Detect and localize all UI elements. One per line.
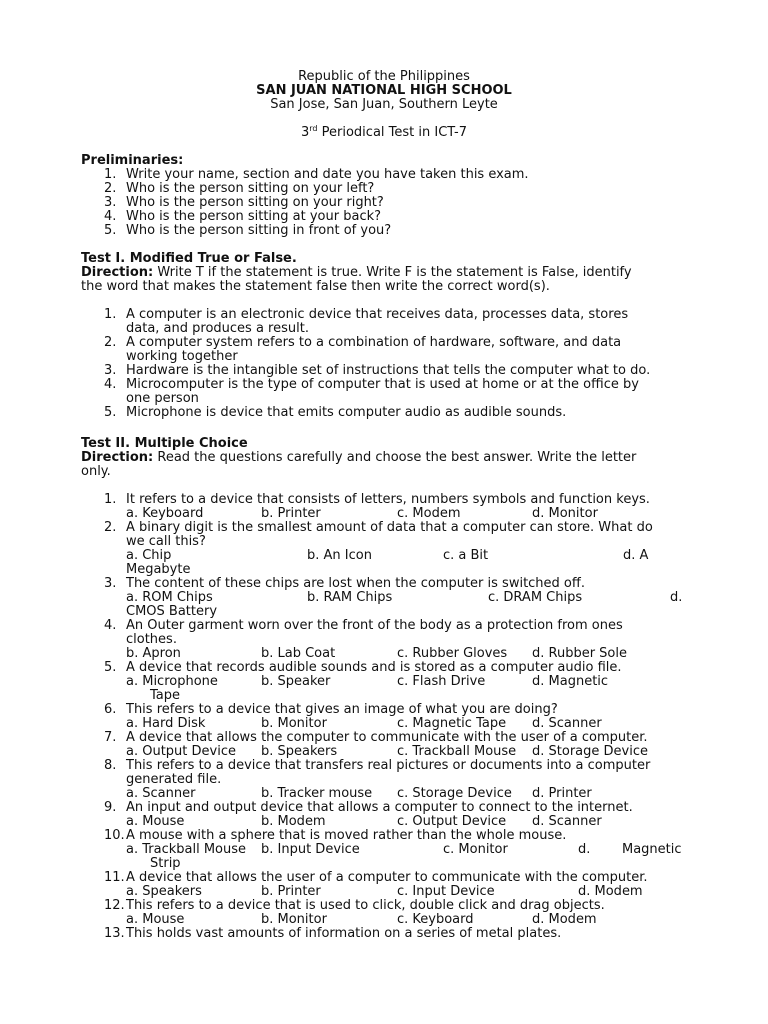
test1-title: Test I. Modified True or False. [81,251,297,266]
choice-continuation: Megabyte [126,562,191,577]
question-number: 9. [104,800,117,815]
choice-option: d. [670,590,683,605]
question-text: we call this? [126,534,206,549]
choice-option: d. [578,842,591,857]
test2-title: Test II. Multiple Choice [81,436,248,451]
choice-option: a. Mouse [126,912,185,927]
test2-direction: Direction: Read the questions carefully and choose the best answer. Write the letter [81,450,637,465]
choice-option: c. Rubber Gloves [397,646,508,661]
question-text: generated file. [126,772,222,787]
choice-option: a. Chip [126,548,172,563]
choice-option: a. Microphone [126,674,218,689]
preliminaries-item: Who is the person sitting at your back? [126,209,382,224]
choice-option: b. Monitor [261,716,327,731]
question-text: This refers to a device that is used to click, double click and drag objects. [126,898,605,913]
test1-item: Microphone is device that emits computer audio as audible sounds. [126,405,567,420]
test1-item: Microcomputer is the type of computer that is used at home or at the office by [126,377,639,392]
choice-option: d. Printer [532,786,592,801]
preliminaries-item: Who is the person sitting on your left? [126,181,375,196]
test1-item: working together [126,349,238,364]
test1-direction-cont: the word that makes the statement false then write the correct word(s). [81,279,550,294]
choice-option: d. Monitor [532,506,598,521]
question-number: 10. [104,828,125,843]
preliminaries-item-number: 4. [104,209,117,224]
preliminaries-item-number: 3. [104,195,117,210]
choice-option: d. Scanner [532,814,602,829]
direction-label: Direction: [81,450,154,465]
question-number: 12. [104,898,125,913]
header-school-name: SAN JUAN NATIONAL HIGH SCHOOL [256,83,512,98]
choice-option: c. Flash Drive [397,674,486,689]
choice-option: b. Apron [126,646,181,661]
question-text: This holds vast amounts of information on a series of metal plates. [126,926,562,941]
question-number: 13. [104,926,125,941]
test1-item: A computer is an electronic device that receives data, processes data, stores [126,307,629,322]
choice-option: c. Input Device [397,884,495,899]
question-text: A mouse with a sphere that is moved rather than the whole mouse. [126,828,567,843]
question-number: 4. [104,618,117,633]
question-text: A device that records audible sounds and is stored as a computer audio file. [126,660,622,675]
choice-option: a. Trackball Mouse [126,842,247,857]
question-number: 2. [104,520,117,535]
choice-option: b. RAM Chips [307,590,393,605]
choice-option: b. Speaker [261,674,331,689]
choice-continuation: CMOS Battery [126,604,218,619]
choice-option: b. Tracker mouse [261,786,373,801]
choice-option: b. An Icon [307,548,372,563]
choice-option: d. Magnetic [532,674,609,689]
test-title: 3rd Periodical Test in ICT-7 [301,124,467,140]
choice-option: Magnetic [622,842,682,857]
choice-continuation: Tape [150,688,181,703]
test1-direction: Direction: Write T if the statement is true. Write F is the statement is False, identify [81,265,632,280]
question-text: A device that allows the computer to communicate with the user of a computer. [126,730,648,745]
test1-item: A computer system refers to a combination of hardware, software, and data [126,335,622,350]
preliminaries-item: Write your name, section and date you have taken this exam. [126,167,529,182]
test1-item-number: 3. [104,363,117,378]
question-text: This refers to a device that gives an image of what you are doing? [126,702,558,717]
test2-direction-cont: only. [81,464,111,479]
question-text: An Outer garment worn over the front of the body as a protection from ones [126,618,623,633]
choice-option: d. A [623,548,649,563]
choice-option: a. Hard Disk [126,716,206,731]
test-title-ordinal-suffix: rd [309,124,318,133]
choice-option: a. Mouse [126,814,185,829]
question-number: 7. [104,730,117,745]
choice-option: b. Printer [261,884,321,899]
question-text: An input and output device that allows a computer to connect to the internet. [126,800,633,815]
choice-option: d. Rubber Sole [532,646,627,661]
choice-option: b. Monitor [261,912,327,927]
choice-option: d. Storage Device [532,744,648,759]
choice-option: a. Scanner [126,786,196,801]
choice-option: a. Speakers [126,884,202,899]
choice-option: c. Monitor [443,842,508,857]
test1-item: data, and produces a result. [126,321,309,336]
question-number: 5. [104,660,117,675]
preliminaries-item-number: 5. [104,223,117,238]
test1-item: one person [126,391,199,406]
preliminaries-item-number: 2. [104,181,117,196]
question-text: A binary digit is the smallest amount of data that a computer can store. What do [126,520,653,535]
preliminaries-item: Who is the person sitting on your right? [126,195,384,210]
choice-option: c. Output Device [397,814,507,829]
choice-option: b. Modem [261,814,326,829]
choice-option: a. ROM Chips [126,590,213,605]
test1-item-number: 2. [104,335,117,350]
choice-option: b. Speakers [261,744,338,759]
choice-option: b. Input Device [261,842,360,857]
question-number: 11. [104,870,125,885]
choice-option: c. Storage Device [397,786,512,801]
question-text: clothes. [126,632,177,647]
choice-option: d. Scanner [532,716,602,731]
question-text: It refers to a device that consists of letters, numbers symbols and function keys. [126,492,650,507]
question-number: 3. [104,576,117,591]
preliminaries-item-number: 1. [104,167,117,182]
choice-option: d. Modem [532,912,597,927]
choice-option: b. Printer [261,506,321,521]
choice-option: c. a Bit [443,548,489,563]
question-text: This refers to a device that transfers real pictures or documents into a computer [126,758,651,773]
test1-item-number: 5. [104,405,117,420]
header-address: San Jose, San Juan, Southern Leyte [270,97,498,112]
choice-option: a. Keyboard [126,506,204,521]
choice-option: a. Output Device [126,744,236,759]
test1-item: Hardware is the intangible set of instructions that tells the computer what to do. [126,363,651,378]
question-text: The content of these chips are lost when the computer is switched off. [126,576,585,591]
choice-continuation: Strip [150,856,181,871]
choice-option: c. Modem [397,506,461,521]
choice-option: d. Modem [578,884,643,899]
question-text: A device that allows the user of a computer to communicate with the computer. [126,870,648,885]
direction-label: Direction: [81,265,154,280]
choice-option: c. DRAM Chips [488,590,583,605]
question-number: 1. [104,492,117,507]
choice-option: b. Lab Coat [261,646,336,661]
test1-item-number: 4. [104,377,117,392]
choice-option: c. Magnetic Tape [397,716,507,731]
test1-item-number: 1. [104,307,117,322]
question-number: 8. [104,758,117,773]
choice-option: c. Trackball Mouse [397,744,517,759]
header-republic: Republic of the Philippines [298,69,470,84]
question-number: 6. [104,702,117,717]
preliminaries-title: Preliminaries: [81,153,184,168]
preliminaries-item: Who is the person sitting in front of you? [126,223,392,238]
choice-option: c. Keyboard [397,912,474,927]
